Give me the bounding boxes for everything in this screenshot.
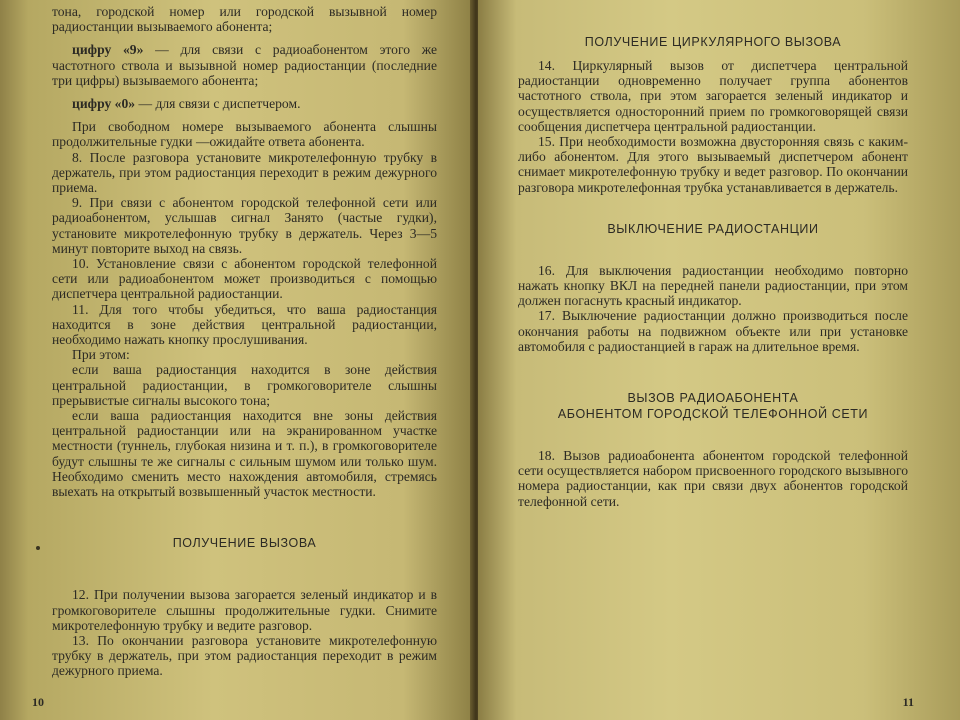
- left-page-text: [52, 4, 437, 679]
- paragraph: 8. После разговора установите микротелефонную трубку в держатель, при этом радиостанция переходит в режим дежурного приема.: [52, 149, 437, 196]
- right-page-text: [518, 34, 908, 509]
- section-heading: АБОНЕНТОМ ГОРОДСКОЙ ТЕЛЕФОННОЙ СЕТИ: [557, 407, 869, 422]
- paragraph: если ваша радиостанция находится в зоне действия центральной радиостанции, в громкоговорителе слышны прерывистые сигналы высокого тона;: [52, 362, 437, 408]
- paragraph-text: — для связи с диспетчером.: [135, 96, 301, 112]
- term: цифру «9»: [72, 42, 144, 58]
- paragraph: тона, городской номер или городской вызывной номер радиостанции вызываемого абонента;: [52, 4, 437, 35]
- print-speck: [36, 546, 40, 550]
- paragraph: 17. Выключение радиостанции должно производиться после окончания работы на подвижном объекте или при установке автомобиля с радиостанцией в гараж на длительное время.: [518, 308, 908, 354]
- paragraph: 13. По окончании разговора установите микротелефонную трубку в держатель, при этом радиостанция переходит в режим дежурного приема.: [52, 632, 437, 679]
- paragraph: 10. Установление связи с абонентом городской телефонной сети или радиоабонентом может производиться с помощью диспетчера центральной радиостанции.: [52, 256, 437, 302]
- paragraph: При свободном номере вызываемого абонента слышны продолжительные гудки —ожидайте ответа абонента.: [52, 119, 437, 150]
- paragraph: [52, 96, 437, 111]
- paragraph: 16. Для выключения радиостанции необходимо повторно нажать кнопку ВКЛ на передней панели радиостанции, при этом должен погаснуть красный индикатор.: [518, 262, 908, 309]
- term: цифру «0»: [72, 96, 136, 112]
- paragraph: 15. При необходимости возможна двусторонняя связь с каким-либо абонентом. Для этого вызываемый диспетчером абонент снимает микротелефонную трубку и ведет разговор. По окончании разговора микротелефонная трубка устанавливается в держатель.: [518, 134, 908, 195]
- paragraph: [52, 42, 437, 88]
- paragraph: 9. При связи с абонентом городской телефонной сети или радиоабонентом, услышав сигнал Занято (частые гудки), установите микротелефонную трубку в держатель. Через 3—5 минут повторите выход на связь.: [52, 195, 437, 256]
- paragraph: 14. Циркулярный вызов от диспетчера центральной радиостанции одновременно получает группа абонентов частотного ствола, при этом загорается зеленый индикатор и осуществляется односторонний прием по громкоговорящей связи сообщения диспетчера центральной радиостанции.: [518, 58, 908, 134]
- left-page: [0, 0, 474, 720]
- section-heading: ПОЛУЧЕНИЕ ЦИРКУЛЯРНОГО ВЫЗОВА: [584, 35, 842, 49]
- section-heading: ВЫЗОВ РАДИОАБОНЕНТА: [627, 391, 799, 406]
- paragraph: При этом:: [72, 347, 130, 363]
- paragraph: 12. При получении вызова загорается зеленый индикатор и в громкоговорителе слышны продолжительные гудки. Снимите микротелефонную трубку и ведите разговор.: [52, 587, 437, 633]
- right-page: [478, 0, 960, 720]
- page-number: 10: [32, 695, 44, 709]
- paragraph: 11. Для того чтобы убедиться, что ваша радиостанция находится в зоне действия центральной радиостанции, необходимо нажать кнопку прослушивания.: [52, 301, 437, 348]
- section-heading: ПОЛУЧЕНИЕ ВЫЗОВА: [172, 536, 317, 551]
- paragraph: 18. Вызов радиоабонента абонентом городской телефонной сети осуществляется набором присвоенного городского вызывного номера радиостанции, как при связи двух абонентов городской телефонной сети.: [518, 448, 908, 509]
- paragraph: если ваша радиостанция находится вне зоны действия центральной радиостанции или на экранированном участке местности (туннель, глубокая низина и т. п.), в громкоговорителе будут слышны те же сигналы с сильным шумом или только шум. Необходимо сменить место нахождения автомобиля, стремясь выехать на открытый возвышенный участок местности.: [52, 408, 437, 500]
- paragraph-text: — для связи с радиоабонентом этого же частотного ствола и вызывной номер радиостанции (последние три цифры) вызываемого абонента;: [52, 42, 437, 88]
- page-number: 11: [902, 695, 914, 709]
- section-heading: ВЫКЛЮЧЕНИЕ РАДИОСТАНЦИИ: [607, 221, 819, 236]
